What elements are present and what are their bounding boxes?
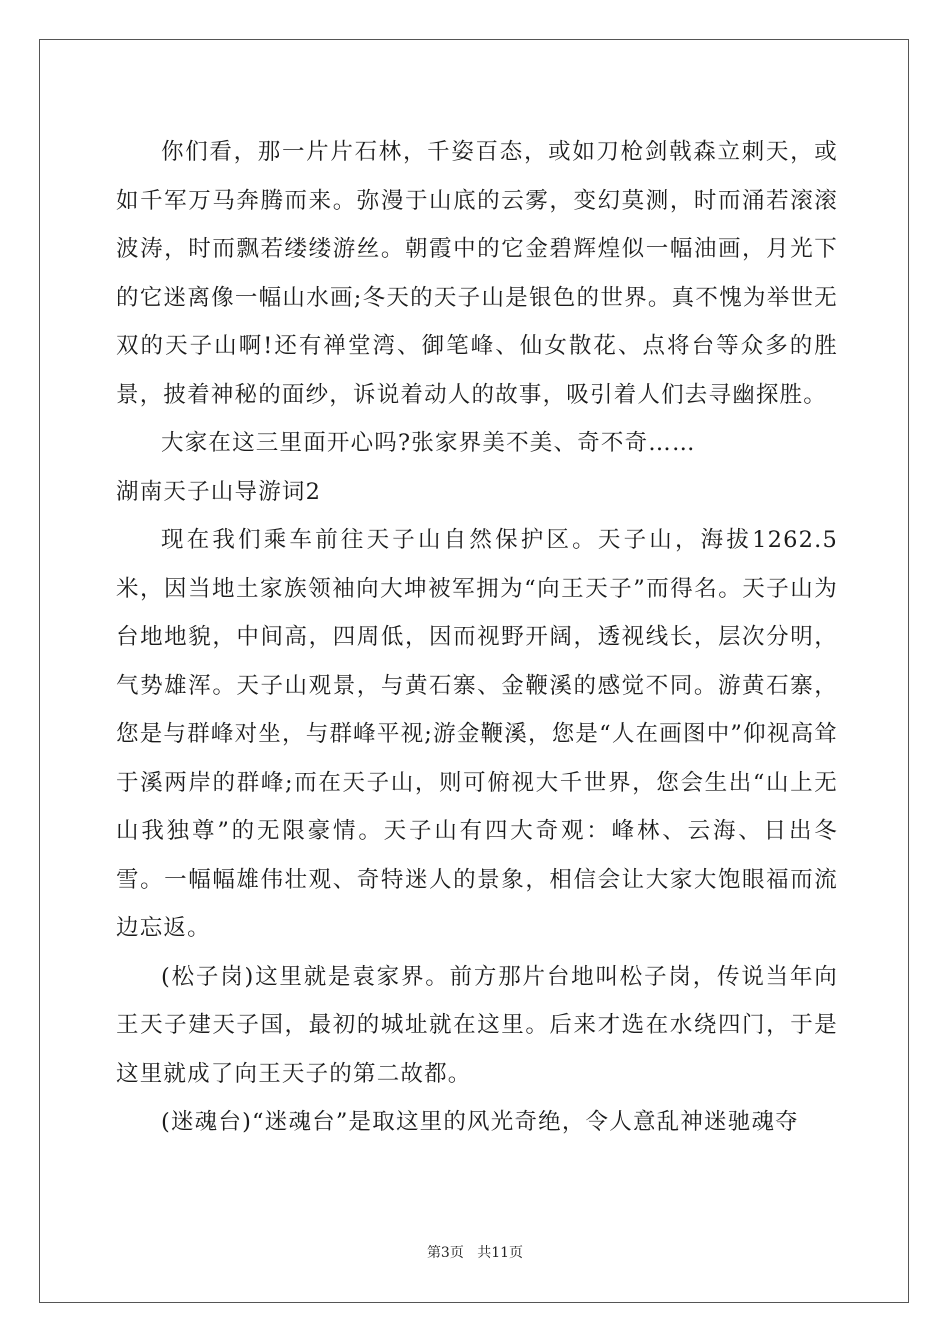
paragraph-tianzi-intro: 现在我们乘车前往天子山自然保护区。天子山，海拔1262.5米，因当地土家族领袖向大坤被军拥为“向王天子”而得名。天子山为台地地貌，中间高，四周低，因而视野开阔，透视线长，层次分明，气势雄浑。天子山观景，与黄石寨、金鞭溪的感觉不同。游黄石寨，您是与群峰对坐，与群峰平视;游金鞭溪，您是“人在画图中”仰视高耸于溪两岸的群峰;而在天子山，则可俯视大千世界，您会生出“山上无山我独尊”的无限豪情。天子山有四大奇观：峰林、云海、日出冬雪。一幅幅雄伟壮观、奇特迷人的景象，相信会让大家大饱眼福而流边忘返。 [116, 527, 838, 941]
document-body [116, 128, 838, 1147]
paragraph-question: 大家在这三里面开心吗?张家界美不美、奇不奇…… [161, 430, 696, 456]
section-heading: 湖南天子山导游词2 [116, 478, 322, 505]
page-footer [0, 1242, 950, 1262]
paragraph-stone-forest: 你们看，那一片片石林，千姿百态，或如刀枪剑戟森立刺天，或如千军万马奔腾而来。弥漫于山底的云雾，变幻莫测，时而涌若滚滚波涛，时而飘若缕缕游丝。朝霞中的它金碧辉煌似一幅油画，月光下的它迷离像一幅山水画;冬天的天子山是银色的世界。真不愧为举世无双的天子山啊!还有禅堂湾、御笔峰、仙女散花、点将台等众多的胜景，披着神秘的面纱，诉说着动人的故事，吸引着人们去寻幽探胜。 [116, 139, 838, 408]
page-number: 第3页 [426, 1245, 464, 1261]
page-total: 共11页 [477, 1245, 524, 1261]
paragraph-mihuntai: (迷魂台)“迷魂台”是取这里的风光奇绝，令人意乱神迷驰魂夺 [161, 1109, 799, 1135]
paragraph-songzigang: (松子岗)这里就是袁家界。前方那片台地叫松子岗，传说当年向王天子建天子国，最初的城址就在这里。后来才选在水绕四门，于是这里就成了向王天子的第二故都。 [116, 963, 838, 1087]
